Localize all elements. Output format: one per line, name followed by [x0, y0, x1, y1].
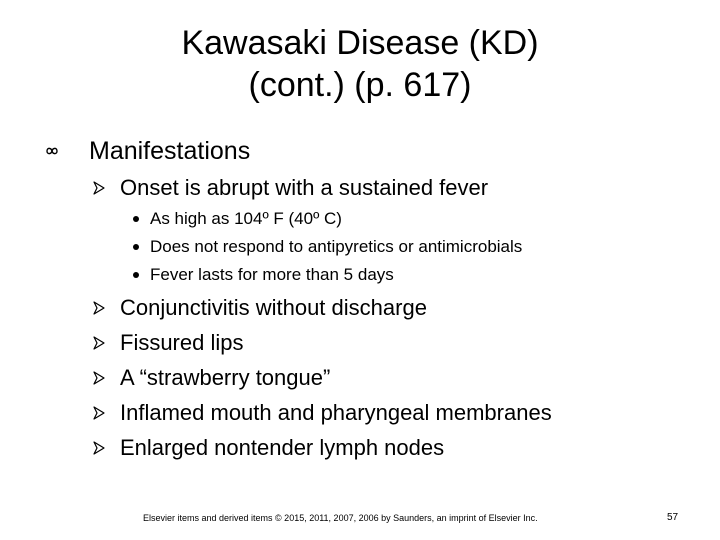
copyright-footer: Elsevier items and derived items © 2015, 2011, 2007, 2006 by Saunders, an imprint of Elsevier Inc.: [143, 513, 538, 523]
sub-list-item: [133, 207, 342, 231]
list-item: [93, 363, 330, 393]
page-number: 57: [667, 512, 679, 523]
list-item-label: A “strawberry tongue”: [120, 365, 331, 390]
arrow-bullet-icon: [93, 301, 105, 315]
dot-bullet-icon: [133, 272, 139, 278]
sub-list-item: [133, 235, 522, 259]
arrow-bullet-icon: [93, 181, 105, 195]
slide-title: [0, 22, 720, 106]
list-item: [93, 293, 427, 323]
manifestations-heading: Manifestations: [89, 136, 251, 165]
list-item-label: Enlarged nontender lymph nodes: [120, 435, 445, 460]
list-item: [93, 173, 488, 203]
arrow-bullet-icon: [93, 441, 105, 455]
list-item: [93, 433, 444, 463]
list-item-label: Inflamed mouth and pharyngeal membranes: [120, 400, 552, 425]
sub-list-item-label: Fever lasts for more than 5 days: [150, 265, 394, 284]
bullet-manifestations: [45, 134, 250, 168]
slide-title-line-2: (cont.) (p. 617): [248, 66, 472, 104]
list-item-label: Fissured lips: [120, 330, 244, 355]
list-item: [93, 398, 552, 428]
arrow-bullet-icon: [93, 371, 105, 385]
list-item-label: Conjunctivitis without discharge: [120, 295, 427, 320]
list-item-label: Onset is abrupt with a sustained fever: [120, 175, 489, 200]
loop-bullet-icon: [45, 144, 59, 158]
sub-list-item-label: As high as 104º F (40º C): [150, 209, 342, 228]
arrow-bullet-icon: [93, 406, 105, 420]
arrow-bullet-icon: [93, 336, 105, 350]
sub-list-item: [133, 263, 394, 287]
dot-bullet-icon: [133, 244, 139, 250]
dot-bullet-icon: [133, 216, 139, 222]
slide-title-line-1: Kawasaki Disease (KD): [181, 24, 539, 62]
sub-list-item-label: Does not respond to antipyretics or antimicrobials: [150, 237, 523, 256]
list-item: [93, 328, 243, 358]
